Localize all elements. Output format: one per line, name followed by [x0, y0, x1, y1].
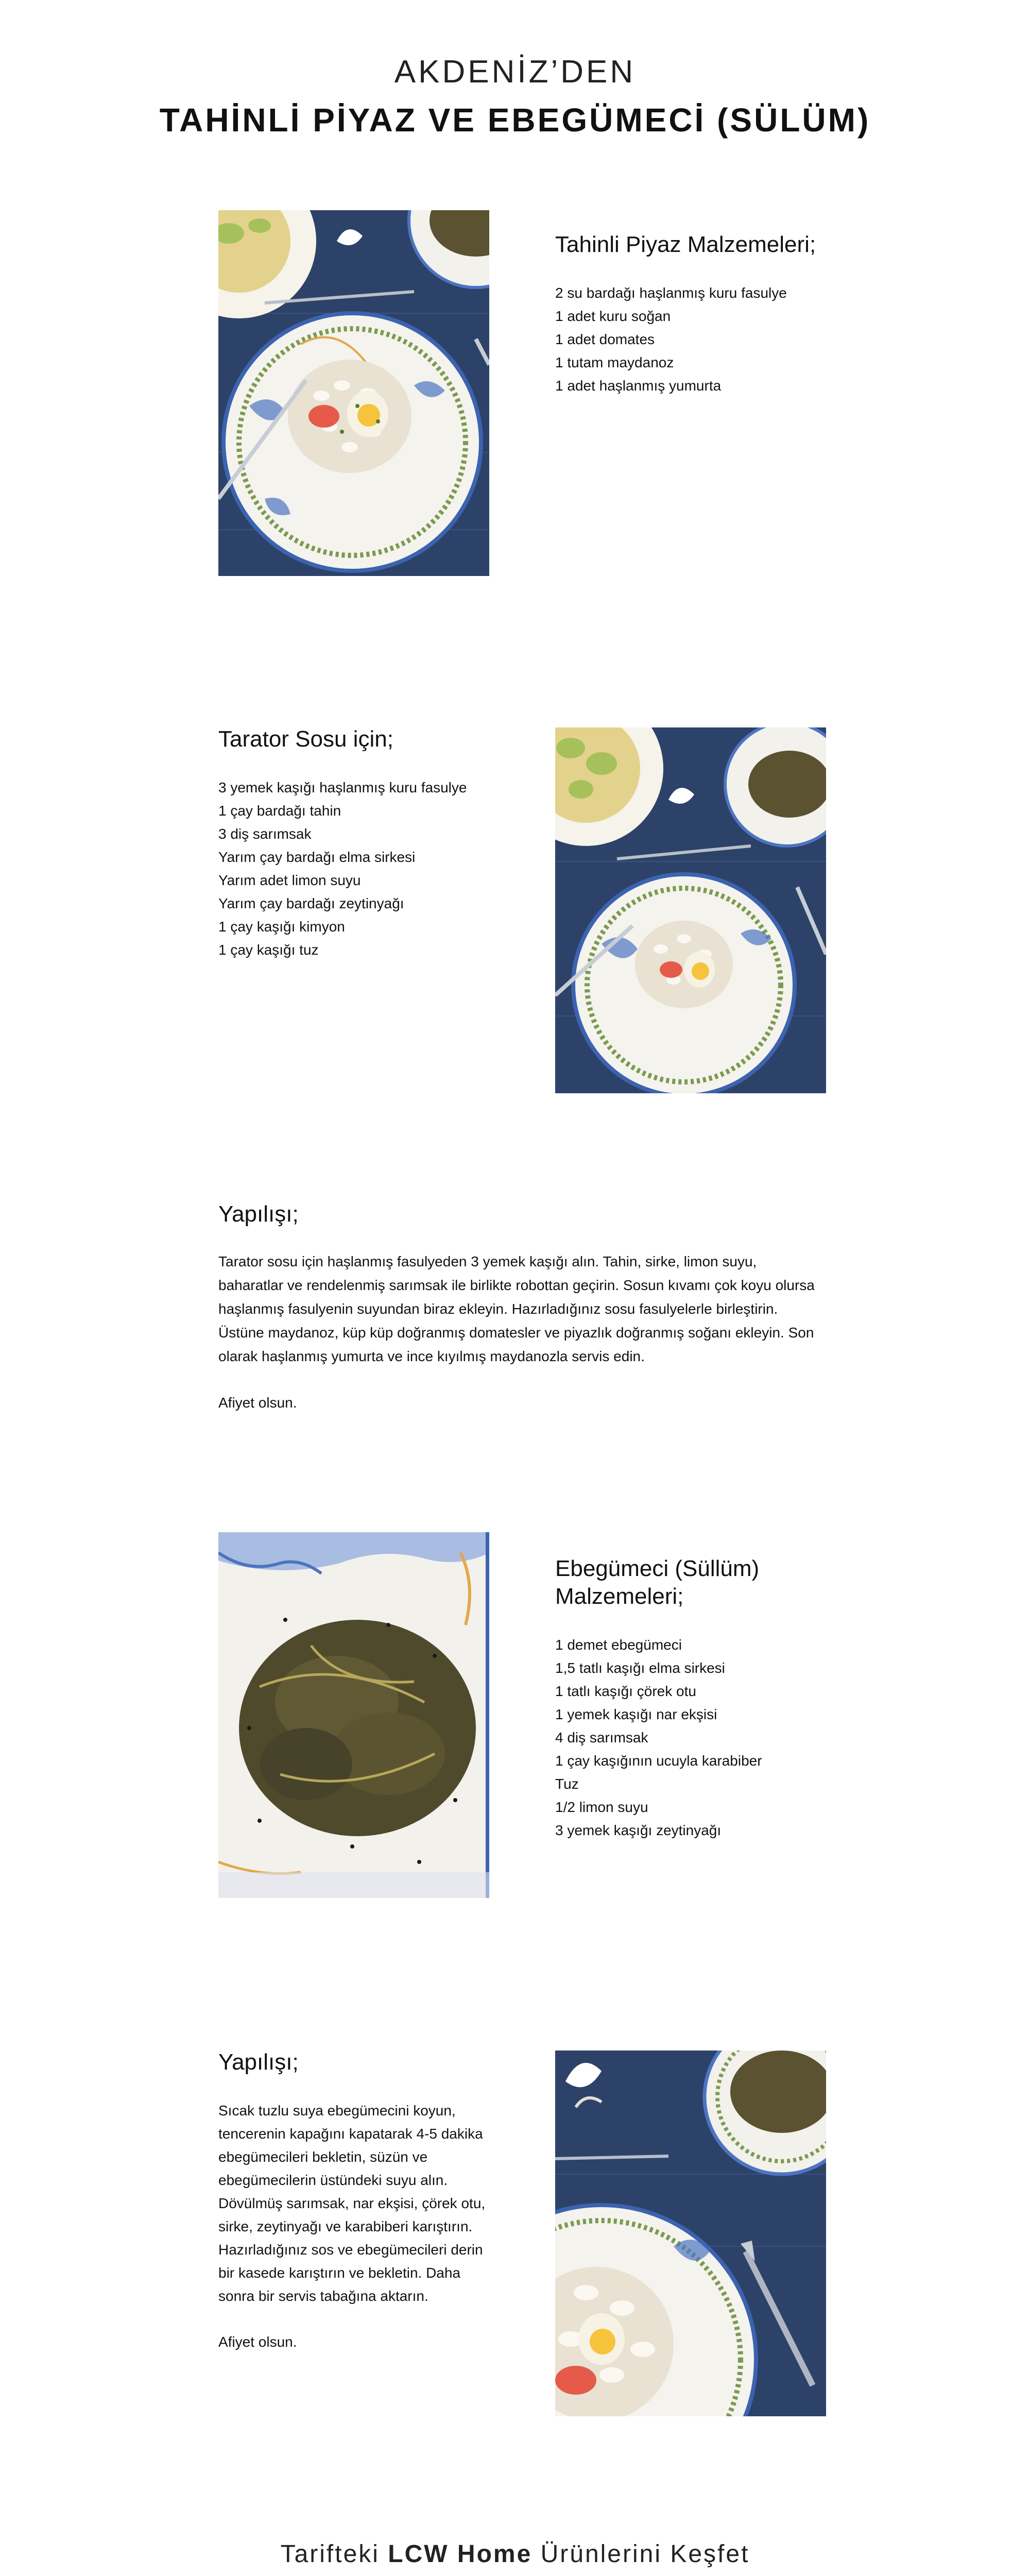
- list-item: Tuz: [555, 1776, 579, 1792]
- footer-brand: LCW Home: [388, 2540, 533, 2568]
- ebegumeci-photo: [218, 1532, 489, 1898]
- ebegumeci-method-heading: Yapılışı;: [218, 2049, 299, 2075]
- list-item: 1 adet domates: [555, 331, 655, 347]
- table-closeup-illustration: [555, 2050, 826, 2416]
- list-item: 1 çay bardağı tahin: [218, 803, 341, 819]
- ebegumeci-method-closing: Afiyet olsun.: [218, 2334, 297, 2350]
- piyaz-ingredients: [555, 231, 828, 397]
- list-item: 1 adet haşlanmış yumurta: [555, 378, 722, 394]
- piyaz-table-photo: [555, 727, 826, 1093]
- list-item: 1,5 tatlı kaşığı elma sirkesi: [555, 1660, 725, 1676]
- piyaz-method-closing: Afiyet olsun.: [218, 1395, 297, 1411]
- list-item: 1 demet ebegümeci: [555, 1637, 682, 1653]
- list-item: Yarım çay bardağı elma sirkesi: [218, 849, 416, 865]
- footer-title: [0, 2540, 1030, 2568]
- list-item: 1/2 limon suyu: [555, 1799, 648, 1815]
- list-item: 3 diş sarımsak: [218, 826, 312, 842]
- ebegumeci-method-text: Sıcak tuzlu suya ebegümecini koyun, tencerenin kapağını kapatarak 4-5 dakika ebegümecileri bekletin, süzün ve ebegümecilerin üstündeki suyu alın. Dövülmüş sarımsak, nar ekşisi, çörek otu, sirke, zeytinyağı ve karabiberi karıştırın. Hazırladığınız sos ve ebegümecileri derin bir kasede karıştırın ve bekletin. Daha sonra bir servis tabağına aktarın.: [218, 2103, 486, 2304]
- piyaz-photo-illustration: [218, 210, 489, 576]
- list-item: 3 yemek kaşığı zeytinyağı: [555, 1822, 722, 1838]
- piyaz-table-illustration: [555, 727, 826, 1093]
- piyaz-method-text: Tarator sosu için haşlanmış fasulyeden 3 yemek kaşığı alın. Tahin, sirke, limon suyu, baharatlar ve rendelenmiş sarımsak ile birlikte robottan geçirin. Sosun kıvamı çok koyu olursa haşlanmış fasulyenin suyundan biraz ekleyin. Hazırladığınız sosu fasulyelerle birleştirin. Üstüne maydanoz, küp küp doğranmış domatesler ve piyazlık doğranmış soğanı ekleyin. Son olarak haşlanmış yumurta ve ince kıyılmış maydanozla servis edin.: [218, 1253, 815, 1364]
- list-item: 4 diş sarımsak: [555, 1730, 648, 1745]
- list-item: 1 adet kuru soğan: [555, 308, 671, 324]
- list-item: Yarım adet limon suyu: [218, 872, 361, 888]
- piyaz-list: [555, 281, 828, 397]
- list-item: 1 çay kaşığının ucuyla karabiber: [555, 1753, 762, 1769]
- list-item: Yarım çay bardağı zeytinyağı: [218, 895, 404, 911]
- ebegumeci-list: [555, 1633, 828, 1842]
- footer-title-pre: Tarifteki: [280, 2540, 388, 2568]
- list-item: 1 tutam maydanoz: [555, 354, 674, 370]
- hero-title: TAHİNLİ PİYAZ VE EBEGÜMECİ (SÜLÜM): [159, 101, 871, 139]
- tarator-list: [218, 776, 491, 961]
- tarator-ingredients: [218, 725, 491, 961]
- tarator-heading: Tarator Sosu için;: [218, 726, 393, 752]
- piyaz-heading: Tahinli Piyaz Malzemeleri;: [555, 232, 816, 257]
- piyaz-method: [218, 1201, 823, 1415]
- piyaz-photo: [218, 210, 489, 576]
- list-item: 2 su bardağı haşlanmış kuru fasulye: [555, 285, 787, 301]
- footer-title-post: Ürünlerini Keşfet: [532, 2540, 750, 2568]
- list-item: 3 yemek kaşığı haşlanmış kuru fasulye: [218, 779, 467, 795]
- ebegumeci-illustration: [218, 1532, 489, 1898]
- list-item: 1 yemek kaşığı nar ekşisi: [555, 1706, 717, 1722]
- table-closeup-photo: [555, 2050, 826, 2416]
- ebegumeci-method: [218, 2048, 496, 2353]
- list-item: 1 çay kaşığı tuz: [218, 942, 319, 958]
- list-item: 1 çay kaşığı kimyon: [218, 919, 345, 935]
- ebegumeci-ingredients: [555, 1555, 828, 1842]
- ebegumeci-heading: Ebegümeci (Süllüm) Malzemeleri;: [555, 1556, 760, 1609]
- hero-subtitle: AKDENİZ’DEN: [394, 54, 636, 90]
- piyaz-method-heading: Yapılışı;: [218, 1201, 299, 1227]
- list-item: 1 tatlı kaşığı çörek otu: [555, 1683, 696, 1699]
